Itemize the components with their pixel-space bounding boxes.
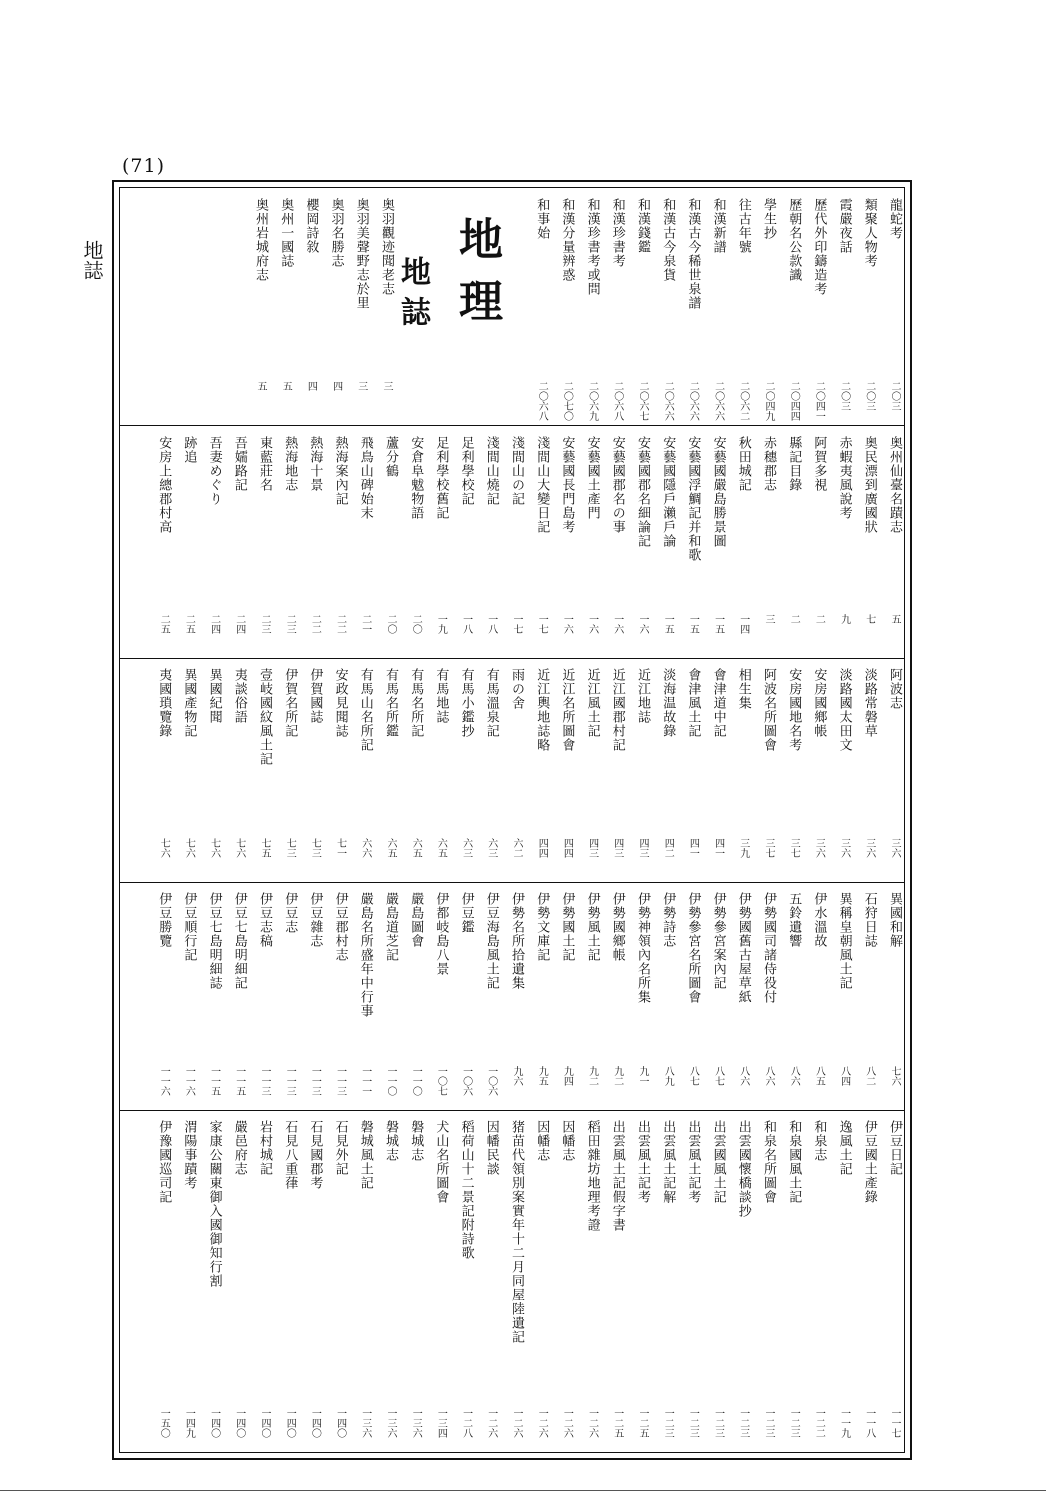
- index-entry-page: 一一六: [158, 1066, 170, 1096]
- index-entry-page: 九六: [511, 1066, 522, 1086]
- index-entry-title: 和泉志: [811, 1120, 827, 1162]
- section-heading: 地理: [451, 216, 502, 340]
- index-entry-page: 二: [813, 614, 825, 624]
- index-entry-title: 和漢珍書考或問: [584, 198, 600, 296]
- index-entry-page: 一四〇: [334, 1408, 346, 1438]
- index-entry-title: 飛鳥山碑始末: [357, 436, 373, 520]
- index-entry-page: 一二六: [485, 1408, 497, 1438]
- index-entry-title: 伊勢名所拾遺集: [509, 892, 524, 990]
- index-entry-title: 和漢古今稀世泉譜: [685, 198, 701, 310]
- index-entry-title: 淺間山の記: [509, 436, 524, 506]
- index-entry-title: 安藝國土產門: [584, 436, 600, 520]
- index-entry-title: 淺間山大變日記: [534, 436, 550, 534]
- index-entry-title: 異稱皇朝風土記: [836, 892, 852, 990]
- index-entry-title: 石見外記: [332, 1120, 348, 1176]
- index-entry-page: 九五: [536, 1066, 548, 1086]
- index-entry-page: 二〇三: [889, 381, 900, 411]
- index-entry-title: 異國紀聞: [206, 668, 222, 724]
- index-entry-page: 九四: [561, 1066, 573, 1086]
- index-entry-title: 歷代外印鑄造考: [811, 198, 827, 296]
- index-entry-page: 一八: [485, 614, 497, 634]
- index-entry-page: 五: [280, 381, 292, 391]
- index-entry-title: 會津風土記: [685, 668, 701, 738]
- index-entry-page: 七三: [309, 838, 321, 858]
- index-entry-page: 一四〇: [259, 1408, 270, 1438]
- index-entry-title: 伊豆順行記: [181, 892, 197, 962]
- index-entry-page: 二〇七〇: [561, 381, 573, 421]
- band-divider: [119, 425, 905, 426]
- index-entry-title: 熱海十景: [307, 436, 323, 492]
- index-entry-title: 赤蝦夷風說考: [836, 436, 852, 520]
- index-entry-title: 淡路常磐草: [861, 668, 877, 738]
- index-entry-page: 七三: [284, 838, 296, 858]
- index-entry-page: 六三: [460, 838, 472, 858]
- index-entry-page: 一一〇: [410, 1066, 422, 1096]
- index-entry-title: 類聚人物考: [861, 198, 877, 268]
- index-entry-page: 一二五: [611, 1408, 623, 1438]
- index-entry-title: 伊勢國司諸侍役付: [761, 892, 776, 1004]
- index-entry-page: 一三六: [359, 1408, 371, 1438]
- index-entry-title: 安房國地名考: [786, 668, 802, 752]
- index-entry-page: 三: [763, 614, 774, 624]
- index-entry-page: 一二八: [460, 1408, 472, 1438]
- index-entry-title: 安房國鄉帳: [811, 668, 827, 738]
- index-entry-page: 一四: [737, 614, 749, 634]
- index-entry-title: 出雲風土記考: [685, 1120, 701, 1204]
- index-entry-title: 嚴島圖會: [408, 892, 424, 948]
- index-entry-page: 一五〇: [158, 1408, 170, 1438]
- index-entry-page: 一二三: [687, 1408, 699, 1438]
- index-entry-title: 伊勢神領內名所集: [635, 892, 650, 1004]
- index-entry-page: 三六: [889, 838, 900, 858]
- index-entry-page: 二〇四一: [813, 381, 825, 421]
- index-entry-page: 一六: [586, 614, 598, 634]
- index-entry-page: 八七: [687, 1066, 699, 1086]
- index-entry-title: 熱海案內記: [332, 436, 348, 506]
- index-entry-page: 七六: [233, 838, 245, 858]
- index-entry-title: 秋田城記: [735, 436, 751, 492]
- index-entry-page: 七: [863, 614, 875, 624]
- index-entry-title: 淡路國太田文: [836, 668, 852, 752]
- index-entry-page: 二四: [233, 614, 245, 634]
- index-entry-title: 伊勢文庫記: [534, 892, 550, 962]
- index-entry-page: 一二二: [813, 1408, 825, 1438]
- index-entry-page: 八四: [838, 1066, 850, 1086]
- index-entry-page: 三: [381, 381, 392, 391]
- index-entry-page: 一六: [561, 614, 573, 634]
- index-entry-page: 一一〇: [385, 1066, 396, 1096]
- index-entry-title: 安藝國浮鯛記并和歌: [685, 436, 701, 562]
- index-entry-page: 七五: [259, 838, 270, 858]
- index-entry-page: 二四: [208, 614, 220, 634]
- index-entry-page: 一〇六: [485, 1066, 497, 1096]
- index-entry-page: 二二: [334, 614, 346, 634]
- index-entry-title: 家康公關東御入國御知行割: [206, 1120, 222, 1288]
- index-entry-page: 一一三: [334, 1066, 346, 1096]
- index-entry-page: 四三: [586, 838, 598, 858]
- index-entry-title: 安政見聞誌: [332, 668, 348, 738]
- index-entry-title: 安藝國隱戶瀨戶論: [660, 436, 676, 548]
- bottom-rule: [0, 1490, 1046, 1491]
- index-entry-title: 會津道中記: [710, 668, 726, 738]
- index-entry-title: 有馬溫泉記: [483, 668, 499, 738]
- index-entry-title: 有馬山名所記: [357, 668, 373, 752]
- index-entry-page: 一一三: [309, 1066, 321, 1096]
- index-entry-page: 一三六: [385, 1408, 396, 1438]
- index-entry-page: 四四: [536, 838, 548, 858]
- index-entry-title: 伊豆志稿: [257, 892, 272, 948]
- index-entry-title: 奥民漂到廣國狀: [861, 436, 877, 534]
- index-entry-page: 一二三: [788, 1408, 800, 1438]
- index-entry-title: 出雲國風土記: [710, 1120, 726, 1204]
- index-entry-title: 伊豆七島明細記: [231, 892, 247, 990]
- index-entry-page: 四三: [611, 838, 623, 858]
- index-entry-page: 一二六: [536, 1408, 548, 1438]
- index-entry-page: 一一九: [838, 1408, 850, 1438]
- index-entry-page: 七六: [889, 1066, 900, 1086]
- index-entry-title: 伊豆郡村志: [332, 892, 348, 962]
- index-entry-title: 出雲風土記考: [635, 1120, 650, 1204]
- index-entry-page: 四二: [662, 838, 674, 858]
- index-entry-title: 伊勢參宮案內記: [710, 892, 726, 990]
- index-entry-title: 和漢新譜: [710, 198, 726, 254]
- index-entry-page: 二三: [259, 614, 270, 634]
- index-entry-title: 伊勢參宮名所圖會: [685, 892, 701, 1004]
- index-entry-page: 三七: [788, 838, 800, 858]
- index-entry-title: 稻荷山十二景記附詩歌: [458, 1120, 474, 1260]
- index-entry-title: 出雲風土記假字書: [609, 1120, 625, 1232]
- index-entry-page: 四一: [712, 838, 724, 858]
- index-entry-page: 一二五: [637, 1408, 648, 1438]
- index-entry-page: 二五: [158, 614, 170, 634]
- index-entry-page: 一五: [712, 614, 724, 634]
- index-entry-title: 安藝國長門島考: [559, 436, 575, 534]
- index-entry-page: 一二三: [763, 1408, 774, 1438]
- index-entry-page: 七一: [334, 838, 346, 858]
- index-entry-page: 二〇六七: [637, 381, 648, 421]
- index-entry-page: 七六: [183, 838, 195, 858]
- index-entry-title: 吾妻めぐり: [206, 436, 222, 506]
- index-entry-title: 熱海地志: [282, 436, 298, 492]
- band-divider: [119, 1110, 905, 1111]
- index-entry-page: 三六: [838, 838, 850, 858]
- index-entry-title: 逸風土記: [836, 1120, 852, 1176]
- index-entry-title: 伊豆鑑: [458, 892, 474, 934]
- index-entry-page: 七六: [208, 838, 220, 858]
- index-entry-title: 奥州岩城府志: [253, 198, 268, 282]
- index-entry-page: 一二三: [662, 1408, 674, 1438]
- index-entry-page: 二〇六八: [611, 381, 623, 421]
- index-entry-page: 一〇六: [460, 1066, 472, 1096]
- index-entry-page: 二〇六六: [712, 381, 724, 421]
- index-entry-page: 六五: [410, 838, 422, 858]
- index-entry-page: 二五: [183, 614, 195, 634]
- index-entry-page: 一一五: [233, 1066, 245, 1096]
- index-entry-page: 二一: [359, 614, 371, 634]
- index-entry-title: 嚴邑府志: [231, 1120, 247, 1176]
- index-entry-title: 石狩日誌: [861, 892, 877, 948]
- index-entry-page: 三六: [863, 838, 875, 858]
- index-entry-title: 和漢珍書考: [609, 198, 625, 268]
- index-entry-page: 二〇六六: [687, 381, 699, 421]
- index-entry-page: 五: [889, 614, 900, 624]
- index-entry-title: 嚴島名所盛年中行事: [357, 892, 373, 1018]
- index-entry-title: 雨の舍: [509, 668, 524, 710]
- index-entry-page: 一一七: [889, 1408, 900, 1438]
- index-entry-page: 一一三: [284, 1066, 296, 1096]
- index-entry-page: 一四〇: [284, 1408, 296, 1438]
- index-entry-page: 二: [788, 614, 800, 624]
- index-entry-title: 岩村城記: [257, 1120, 272, 1176]
- index-entry-page: 四四: [561, 838, 573, 858]
- index-entry-page: 一二三: [712, 1408, 724, 1438]
- index-entry-title: 渭陽事蹟考: [181, 1120, 197, 1190]
- index-entry-title: 近江風土記: [584, 668, 600, 738]
- index-entry-page: 二〇: [385, 614, 396, 634]
- index-entry-page: 一二三: [737, 1408, 749, 1438]
- index-entry-page: 一六: [637, 614, 648, 634]
- index-entry-title: 有馬名所鑑: [383, 668, 398, 738]
- index-entry-title: 阿波志: [887, 668, 902, 710]
- index-entry-page: 一一八: [863, 1408, 875, 1438]
- index-entry-page: 一一三: [259, 1066, 270, 1096]
- index-entry-title: 夷談俗語: [231, 668, 247, 724]
- index-entry-page: 一三四: [435, 1408, 447, 1438]
- index-entry-title: 伊勢國舊古屋草紙: [735, 892, 751, 1004]
- index-entry-page: 一七: [536, 614, 548, 634]
- side-label: 地誌: [80, 240, 104, 280]
- index-entry-page: 六五: [435, 838, 447, 858]
- index-entry-title: 近江地誌: [635, 668, 650, 724]
- index-entry-title: 和漢錢鑑: [635, 198, 650, 254]
- index-entry-title: 和漢分量辨惑: [559, 198, 575, 282]
- index-entry-page: 一四〇: [208, 1408, 220, 1438]
- index-entry-page: 八七: [712, 1066, 724, 1086]
- index-entry-page: 一六: [611, 614, 623, 634]
- index-entry-title: 吾嬬路記: [231, 436, 247, 492]
- index-entry-title: 龍蛇考: [887, 198, 902, 240]
- index-entry-page: 二〇三: [838, 381, 850, 411]
- index-entry-page: 五: [255, 381, 266, 391]
- index-entry-title: 伊豆日記: [887, 1120, 902, 1176]
- index-entry-title: 犬山名所圖會: [433, 1120, 449, 1204]
- index-entry-title: 奥州一國誌: [278, 198, 294, 268]
- index-entry-title: 和泉國風土記: [786, 1120, 802, 1204]
- index-frame: [112, 180, 912, 1460]
- index-entry-title: 淡海温故錄: [660, 668, 676, 738]
- index-entry-page: 八九: [662, 1066, 674, 1086]
- index-entry-title: 壹岐國紋風土記: [257, 668, 272, 766]
- index-entry-title: 相生集: [735, 668, 751, 710]
- index-entry-title: 阿波名所圖會: [761, 668, 776, 752]
- index-entry-title: 奥羽名勝志: [328, 198, 344, 268]
- index-entry-title: 奥羽觀迹聞老志: [379, 198, 394, 296]
- index-entry-page: 一二六: [586, 1408, 598, 1438]
- index-entry-page: 二〇六二: [737, 381, 749, 421]
- index-entry-title: 有馬小鑑抄: [458, 668, 474, 738]
- index-entry-title: 出雲國懷橋談抄: [735, 1120, 751, 1218]
- band-divider: [119, 882, 905, 883]
- index-band: [114, 666, 910, 878]
- index-entry-title: 奥州仙臺名蹟志: [887, 436, 902, 534]
- index-entry-title: 異國和解: [887, 892, 902, 948]
- index-entry-page: 八五: [813, 1066, 825, 1086]
- index-entry-page: 一五: [687, 614, 699, 634]
- index-entry-page: 一三六: [410, 1408, 422, 1438]
- index-entry-page: 七六: [158, 838, 170, 858]
- index-entry-title: 和漢古今泉貨: [660, 198, 676, 282]
- index-entry-page: 九二: [586, 1066, 598, 1086]
- index-entry-page: 三九: [737, 838, 749, 858]
- index-entry-title: 因幡志: [534, 1120, 550, 1162]
- index-entry-page: 八六: [737, 1066, 749, 1086]
- index-entry-page: 二三: [284, 614, 296, 634]
- index-entry-page: 一二六: [561, 1408, 573, 1438]
- index-entry-page: 二〇四四: [788, 381, 800, 421]
- index-band: [114, 1118, 910, 1448]
- index-entry-title: 伊豆志: [282, 892, 298, 934]
- index-entry-title: 稻田雜坊地理考證: [584, 1120, 600, 1232]
- index-entry-title: 伊水溫故: [811, 892, 827, 948]
- index-entry-page: 六六: [359, 838, 371, 858]
- index-entry-title: 石見國郡考: [307, 1120, 323, 1190]
- index-entry-title: 夷國瑣覽錄: [156, 668, 172, 738]
- index-entry-title: 安藝國郡名の事: [609, 436, 625, 534]
- index-entry-title: 伊勢國鄉帳: [609, 892, 625, 962]
- index-entry-title: 磐城風土記: [357, 1120, 373, 1190]
- index-entry-page: 一〇七: [435, 1066, 447, 1096]
- index-entry-title: 因幡志: [559, 1120, 575, 1162]
- index-entry-title: 安房上總郡村高: [156, 436, 172, 534]
- index-entry-page: 二二: [309, 614, 321, 634]
- index-entry-title: 異國產物記: [181, 668, 197, 738]
- index-entry-page: 一八: [460, 614, 472, 634]
- index-entry-page: 一九: [435, 614, 447, 634]
- index-entry-page: 一一一: [359, 1066, 371, 1096]
- index-entry-page: 九: [838, 614, 850, 624]
- index-entry-title: 霞嚴夜話: [836, 198, 852, 254]
- index-entry-title: 和泉名所圖會: [761, 1120, 776, 1204]
- index-entry-title: 縣記目錄: [786, 436, 802, 492]
- index-entry-title: 伊豆勝覽: [156, 892, 172, 948]
- index-entry-page: 四三: [637, 838, 648, 858]
- index-entry-title: 伊勢國土記: [559, 892, 575, 962]
- index-entry-page: 四: [330, 381, 342, 391]
- index-entry-page: 六三: [485, 838, 497, 858]
- index-entry-title: 奥羽美聲野志於里: [353, 198, 369, 310]
- index-entry-page: 八六: [763, 1066, 774, 1086]
- index-entry-page: 一五: [662, 614, 674, 634]
- index-entry-page: 二〇六九: [586, 381, 598, 421]
- index-entry-title: 伊豫國巡司記: [156, 1120, 172, 1204]
- index-entry-page: 三六: [813, 838, 825, 858]
- index-entry-title: 磐城志: [383, 1120, 398, 1162]
- index-entry-title: 有馬地誌: [433, 668, 449, 724]
- index-entry-title: 和事始: [534, 198, 550, 240]
- index-entry-title: 安藝國嚴島勝景圖: [710, 436, 726, 548]
- index-entry-page: 二〇: [410, 614, 422, 634]
- page-number: (71): [122, 155, 166, 177]
- index-entry-title: 伊豆七島明細誌: [206, 892, 222, 990]
- index-entry-title: 因幡民談: [483, 1120, 499, 1176]
- index-entry-title: 阿賀多視: [811, 436, 827, 492]
- index-entry-page: 一七: [511, 614, 522, 634]
- index-entry-page: 六五: [385, 838, 396, 858]
- index-entry-page: 六二: [511, 838, 522, 858]
- index-entry-page: 四: [305, 381, 317, 391]
- index-entry-title: 伊都岐島八景: [433, 892, 449, 976]
- index-entry-page: 二〇三: [863, 381, 875, 411]
- index-entry-page: 九一: [637, 1066, 648, 1086]
- index-entry-title: 出雲風土記解: [660, 1120, 676, 1204]
- band-divider: [119, 658, 905, 659]
- index-entry-title: 近江國郡村記: [609, 668, 625, 752]
- index-entry-title: 歷朝名公款識: [786, 198, 802, 282]
- index-entry-page: 二〇四九: [763, 381, 774, 421]
- index-entry-title: 五鈴遺響: [786, 892, 802, 948]
- index-entry-title: 近江輿地誌略: [534, 668, 550, 752]
- index-band: [114, 434, 910, 654]
- index-entry-page: 三: [355, 381, 367, 391]
- index-entry-title: 赤穗郡志: [761, 436, 776, 492]
- index-entry-page: 一四九: [183, 1408, 195, 1438]
- index-entry-title: 有馬名所記: [408, 668, 424, 738]
- index-entry-page: 一一六: [183, 1066, 195, 1096]
- index-entry-title: 嚴島道芝記: [383, 892, 398, 962]
- index-entry-title: 蘆分鶴: [383, 436, 398, 478]
- index-entry-title: 伊豆雜志: [307, 892, 323, 948]
- index-entry-page: 八六: [788, 1066, 800, 1086]
- index-entry-page: 一四〇: [233, 1408, 245, 1438]
- index-entry-title: 伊賀國誌: [307, 668, 323, 724]
- index-entry-title: 足利學校舊記: [433, 436, 449, 520]
- index-band: [114, 196, 910, 421]
- index-entry-title: 安倉阜魃物語: [408, 436, 424, 520]
- index-entry-title: 伊賀名所記: [282, 668, 298, 738]
- index-entry-title: 猪苗代領別案實年十二月同屋陸遺記: [509, 1120, 524, 1344]
- index-entry-title: 淺間山燒記: [483, 436, 499, 506]
- index-entry-title: 安藝國郡名細論記: [635, 436, 650, 548]
- index-entry-title: 往古年號: [735, 198, 751, 254]
- index-entry-page: 一四〇: [309, 1408, 321, 1438]
- index-band: [114, 890, 910, 1106]
- index-entry-page: 二〇六六: [662, 381, 674, 421]
- index-entry-page: 一二六: [511, 1408, 522, 1438]
- index-entry-title: 伊豆國土產錄: [861, 1120, 877, 1204]
- index-entry-title: 石見八重葎: [282, 1120, 298, 1190]
- index-entry-page: 二〇六八: [536, 381, 548, 421]
- index-entry-title: 足利學校記: [458, 436, 474, 506]
- subsection-heading: 地誌: [395, 256, 430, 336]
- index-entry-title: 跡追: [181, 436, 197, 464]
- index-entry-page: 一一五: [208, 1066, 220, 1096]
- index-entry-page: 九二: [611, 1066, 623, 1086]
- index-entry-title: 東藍莊名: [257, 436, 272, 492]
- index-entry-title: 伊勢詩志: [660, 892, 676, 948]
- index-entry-page: 八二: [863, 1066, 875, 1086]
- index-entry-title: 磐城志: [408, 1120, 424, 1162]
- index-entry-page: 四一: [687, 838, 699, 858]
- index-entry-title: 伊豆海島風土記: [483, 892, 499, 990]
- index-entry-title: 學生抄: [761, 198, 776, 240]
- index-entry-title: 近江名所圖會: [559, 668, 575, 752]
- index-entry-title: 櫻岡詩敘: [303, 198, 319, 254]
- index-entry-title: 伊勢風土記: [584, 892, 600, 962]
- index-entry-page: 三七: [763, 838, 774, 858]
